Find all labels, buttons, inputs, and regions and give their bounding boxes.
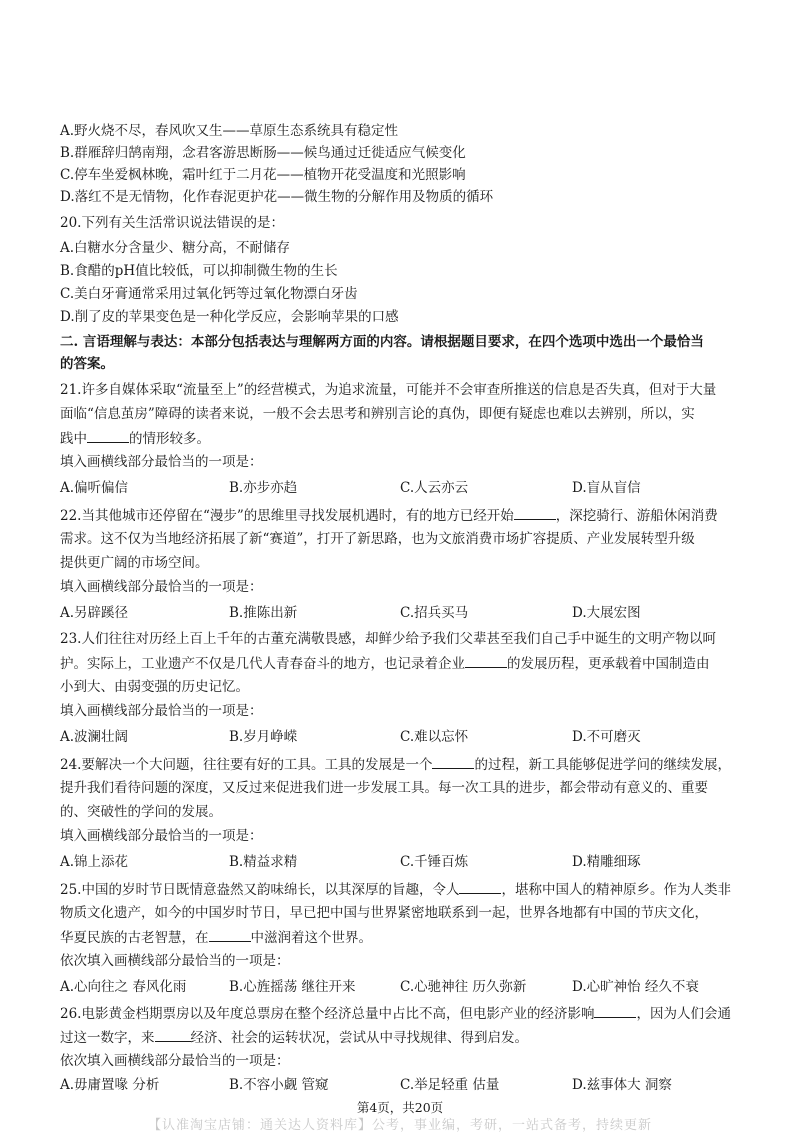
q20-option-d: D.削了皮的苹果变色是一种化学反应，会影响苹果的口感	[60, 309, 399, 325]
q24-option-a: A.锦上添花	[60, 854, 129, 870]
q23-stem-line2: 护。实际上，工业遗产不仅是几代人青春奋斗的地方，也记录着企业 的发展历程，更承载着中国制造由	[60, 653, 710, 674]
q23-stem-line1: 23.人们往往对历经上百上千年的古董充满敬畏感，却鲜少给予我们父辈甚至我们自己手中诞生的文明产物以呵	[60, 631, 716, 647]
q25-option-a: A.心向往之 春风化雨	[60, 979, 187, 995]
section2-heading-line1: 二. 言语理解与表达：本部分包括表达与理解两方面的内容。请根据题目要求，在四个选项中选出一个最恰当	[60, 334, 704, 350]
q22-option-c: C.招兵买马	[400, 605, 469, 621]
answer-blank	[459, 879, 501, 894]
q22-option-a: A.另辟蹊径	[60, 605, 129, 621]
q26-stem-line2: 过这一数字，来 经济、社会的运转状况，尝试从中寻找规律、得到启发。	[60, 1027, 528, 1048]
q22-stem-line1: 22.当其他城市还停留在“漫步”的思维里寻找发展机遇时，有的地方已经开始 ，深挖骑行、游船休闲消费	[60, 505, 718, 526]
q22-option-d: D.大展宏图	[572, 605, 641, 621]
q26-stem-line1: 26.电影黄金档期票房以及年度总票房在整个经济总量中占比不高，但电影产业的经济影响 ，因为人们会通	[60, 1003, 731, 1024]
q23-option-d: D.不可磨灭	[572, 729, 641, 745]
q25-option-c: C.心驰神往 历久弥新	[400, 979, 527, 995]
q24-option-c: C.千锤百炼	[400, 854, 469, 870]
q24-prompt: 填入画横线部分最恰当的一项是：	[60, 828, 263, 844]
section2-heading-line2: 的答案。	[60, 356, 114, 372]
q24-option-b: B.精益求精	[229, 854, 298, 870]
q19-option-a: A.野火烧不尽，春风吹又生——草原生态系统具有稳定性	[60, 123, 399, 139]
q25-stem-line1: 25.中国的岁时节日既情意盎然又韵味绵长，以其深厚的旨趣，令人 ，堪称中国人的精神原乡。作为人类非	[60, 879, 731, 900]
q26-option-c: C.举足轻重 估量	[400, 1077, 500, 1093]
q19-option-d: D.落红不是无情物，化作春泥更护花——微生物的分解作用及物质的循环	[60, 189, 494, 205]
q26-prompt: 依次填入画横线部分最恰当的一项是：	[60, 1053, 290, 1069]
answer-blank	[209, 927, 251, 942]
q23-prompt: 填入画横线部分最恰当的一项是：	[60, 703, 263, 719]
q21-option-d: D.盲从盲信	[572, 480, 641, 496]
answer-blank	[432, 754, 474, 769]
q23-option-c: C.难以忘怀	[400, 729, 469, 745]
q25-prompt: 依次填入画横线部分最恰当的一项是：	[60, 953, 290, 969]
q21-stem-line1: 21.许多自媒体采取“流量至上”的经营模式，为追求流量，可能并不会审查所推送的信息是否失真，但对于大量	[60, 382, 717, 398]
q26-option-a: A.毋庸置喙 分析	[60, 1077, 160, 1093]
q22-option-b: B.推陈出新	[229, 605, 298, 621]
q22-stem-line3: 提供更广阔的市场空间。	[60, 555, 209, 571]
q23-stem-line3: 小到大、由弱变强的历史记忆。	[60, 679, 249, 695]
q20-option-c: C.美白牙膏通常采用过氧化钙等过氧化物漂白牙齿	[60, 286, 358, 302]
q24-stem-line1: 24.要解决一个大问题，往往要有好的工具。工具的发展是一个 的过程，新工具能够促进学问的继续发展，	[60, 754, 731, 775]
q21-stem-line2: 面临“信息茧房”障碍的读者来说，一般不会去思考和辨别言论的真伪，即便有疑虑也难以去辨别，所以，实	[60, 406, 695, 422]
q24-stem-line3: 的、突破性的学问的发展。	[60, 804, 222, 820]
q22-prompt: 填入画横线部分最恰当的一项是：	[60, 579, 263, 595]
answer-blank	[465, 653, 507, 668]
q22-stem-line2: 需求。这不仅为当地经济拓展了新“赛道”，打开了新思路，也为文旅消费市场扩容提质、产业发展转型升级	[60, 531, 695, 547]
page-number: 第4页，共20页	[356, 1100, 444, 1115]
q25-option-d: D.心旷神怡 经久不衰	[572, 979, 699, 995]
q23-option-b: B.岁月峥嵘	[229, 729, 298, 745]
answer-blank	[514, 505, 556, 520]
answer-blank	[594, 1003, 636, 1018]
q21-prompt: 填入画横线部分最恰当的一项是：	[60, 454, 263, 470]
q20-option-b: B.食醋的pH值比较低，可以抑制微生物的生长	[60, 263, 338, 279]
q20-option-a: A.白糖水分含量少、糖分高，不耐储存	[60, 240, 291, 256]
q19-option-b: B.群雁辞归鹄南翔，念君客游思断肠——候鸟通过迁徙适应气候变化	[60, 145, 466, 161]
q21-stem-line3: 践中 的情形较多。	[60, 428, 210, 449]
watermark-text: 【认准淘宝店铺：通关达人资料库】公考，事业编，考研，一站式备考，持续更新	[147, 1118, 652, 1133]
q25-stem-line3: 华夏民族的古老智慧，在 中滋润着这个世界。	[60, 927, 372, 948]
q21-option-c: C.人云亦云	[400, 480, 469, 496]
q24-option-d: D.精雕细琢	[572, 854, 641, 870]
q25-stem-line2: 物质文化遗产，如今的中国岁时节日，早已把中国与世界紧密地联系到一起，世界各地都有中国的节庆文化，	[60, 905, 708, 921]
q20-stem: 20.下列有关生活常识说法错误的是：	[60, 215, 284, 231]
q21-option-a: A.偏听偏信	[60, 480, 129, 496]
q23-option-a: A.波澜壮阔	[60, 729, 129, 745]
answer-blank	[155, 1027, 191, 1042]
q24-stem-line2: 提升我们看待问题的深度，又反过来促进我们进一步发展工具。每一次工具的进步，都会带动有意义的、重要	[60, 780, 708, 796]
q19-option-c: C.停车坐爱枫林晚，霜叶红于二月花——植物开花受温度和光照影响	[60, 167, 466, 183]
q25-option-b: B.心旌摇荡 继往开来	[229, 979, 356, 995]
q26-option-d: D.兹事体大 洞察	[572, 1077, 672, 1093]
q26-option-b: B.不容小觑 管窥	[229, 1077, 329, 1093]
answer-blank	[87, 428, 129, 443]
q21-option-b: B.亦步亦趋	[229, 480, 298, 496]
